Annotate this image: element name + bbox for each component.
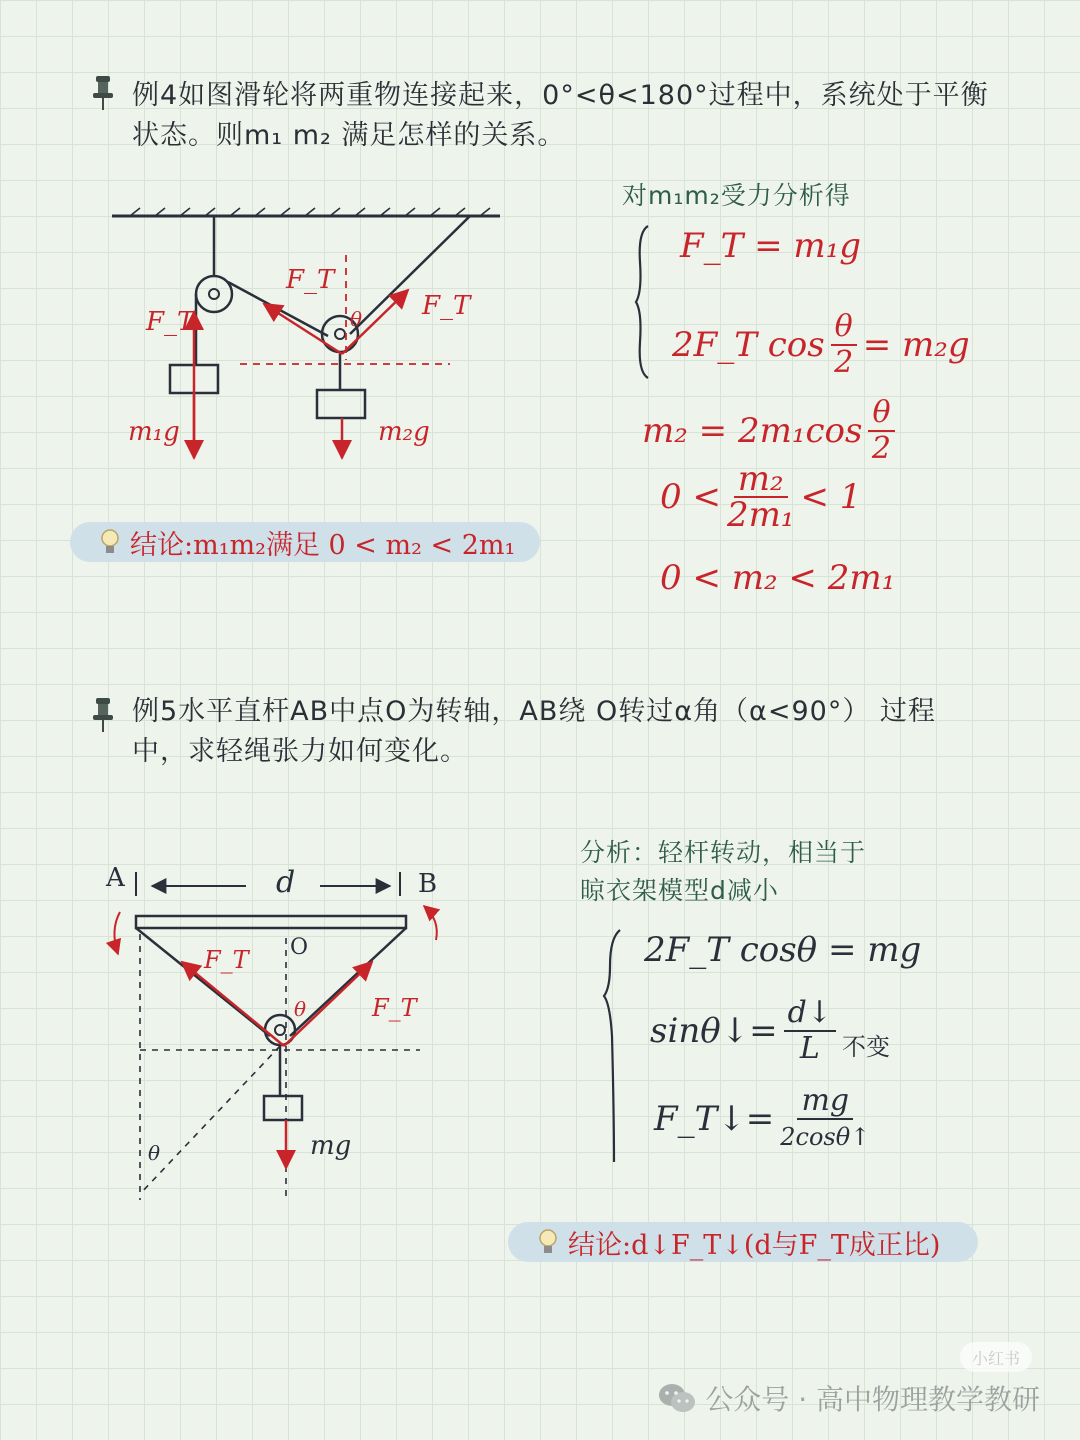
example4-problem-line1: 例4如图滑轮将两重物连接起来，0°<θ<180°过程中，系统处于平衡 xyxy=(132,80,989,111)
block-m2 xyxy=(317,390,365,418)
tension-arrow-left xyxy=(182,962,284,1046)
example4-conclusion xyxy=(70,522,540,562)
example5-eq3-num: mg xyxy=(797,1084,853,1120)
rotation-arrow-a xyxy=(114,912,120,954)
rotation-arrow-b xyxy=(424,906,437,940)
example4-eq4-right: < 1 xyxy=(800,477,862,517)
example4-eq2 xyxy=(672,310,970,380)
example5-eq3-den: 2cosθ↑ xyxy=(780,1123,871,1151)
example5-eq2 xyxy=(650,996,890,1066)
pushpin-icon xyxy=(92,76,114,110)
m1g-label: m₁g xyxy=(128,417,180,447)
example5-eq2-note: 不变 xyxy=(842,1032,891,1061)
example4-eq4 xyxy=(660,459,862,535)
example4-eq2-num: θ xyxy=(831,310,857,346)
example4-eq2-left: 2F_T cos xyxy=(672,325,825,365)
example5-problem-line2: 中，求轻绳张力如何变化。 xyxy=(132,736,468,767)
watermark-text: 公众号 · 高中物理教学教研 xyxy=(705,1383,1040,1416)
label-d: d xyxy=(276,865,296,900)
ft-label-mid: F_T xyxy=(286,265,335,295)
example4-problem-line2: 状态。则m₁ m₂ 满足怎样的关系。 xyxy=(132,120,566,151)
example4-analysis-title: 对m₁m₂受力分析得 xyxy=(622,181,851,210)
example4-conclusion-text: 结论:m₁m₂满足 0 < m₂ < 2m₁ xyxy=(130,529,516,561)
watermark xyxy=(657,1378,1040,1418)
example5-eq2-num: d↓ xyxy=(784,996,836,1032)
example5-eq3-left: F_T↓= xyxy=(654,1099,775,1139)
block-m xyxy=(264,1096,302,1120)
rod-rope-diagram xyxy=(100,850,460,1210)
example5-problem-line1: 例5水平直杆AB中点O为转轴，AB绕 O转过α角（α<90°） 过程 xyxy=(132,696,936,727)
ft-label-left: F_T xyxy=(146,307,195,337)
example5-eq2-den: L xyxy=(799,1031,820,1066)
example4-eq4-num: m₂ xyxy=(734,462,788,498)
example5-problem xyxy=(132,692,1032,772)
fixed-pulley xyxy=(196,276,232,312)
lightbulb-icon xyxy=(100,528,120,556)
ft-label-left: F_T xyxy=(204,946,249,974)
example5-analysis-line2: 晾衣架模型d减小 xyxy=(580,876,779,905)
theta-top-label: θ xyxy=(294,997,307,1021)
pulley-diagram xyxy=(100,200,520,500)
mg-label: mg xyxy=(310,1131,352,1161)
example4-eq4-den: 2m₁ xyxy=(726,495,795,535)
example5-eq2-left: sinθ↓= xyxy=(650,1011,778,1051)
example4-problem xyxy=(132,76,1032,156)
example5-eq3 xyxy=(654,1084,876,1154)
wechat-icon xyxy=(657,1381,697,1415)
example4-eq3-num: θ xyxy=(868,396,894,432)
example4-eq5: 0 < m₂ < 2m₁ xyxy=(660,558,896,598)
label-o: O xyxy=(290,935,309,960)
example5-conclusion xyxy=(508,1222,978,1262)
lightbulb-icon-2 xyxy=(538,1228,558,1256)
example5-eq1: 2F_T cosθ = mg xyxy=(644,930,922,970)
m2g-label: m₂g xyxy=(378,417,430,447)
brace-left-2 xyxy=(602,926,624,1166)
example4-eq3-left: m₂ = 2m₁cos xyxy=(642,411,863,451)
label-b: B xyxy=(418,869,438,899)
label-a: A xyxy=(106,863,125,893)
theta-bottom-label: θ xyxy=(148,1141,161,1165)
example5-analysis-line1: 分析：轻杆转动，相当于 xyxy=(580,838,867,867)
tension-arrow-mid xyxy=(264,304,342,354)
ft-label-right: F_T xyxy=(372,994,417,1022)
pushpin-icon-2 xyxy=(92,698,114,732)
theta-label: θ xyxy=(350,307,363,331)
example4-eq3 xyxy=(642,396,901,466)
horizontal-rod xyxy=(136,916,406,928)
example5-analysis xyxy=(580,834,866,910)
example4-eq2-right: = m₂g xyxy=(862,325,970,365)
ft-label-right: F_T xyxy=(422,291,471,321)
example4-eq1: F_T = m₁g xyxy=(680,226,862,266)
brace-left xyxy=(634,222,654,382)
example4-eq2-den: 2 xyxy=(834,345,854,380)
example4-eq4-left: 0 < xyxy=(660,477,721,517)
example4-eq3-den: 2 xyxy=(871,431,892,466)
example5-conclusion-text: 结论:d↓F_T↓(d与F_T成正比) xyxy=(568,1229,941,1261)
xiaohongshu-badge: 小红书 xyxy=(960,1342,1032,1372)
